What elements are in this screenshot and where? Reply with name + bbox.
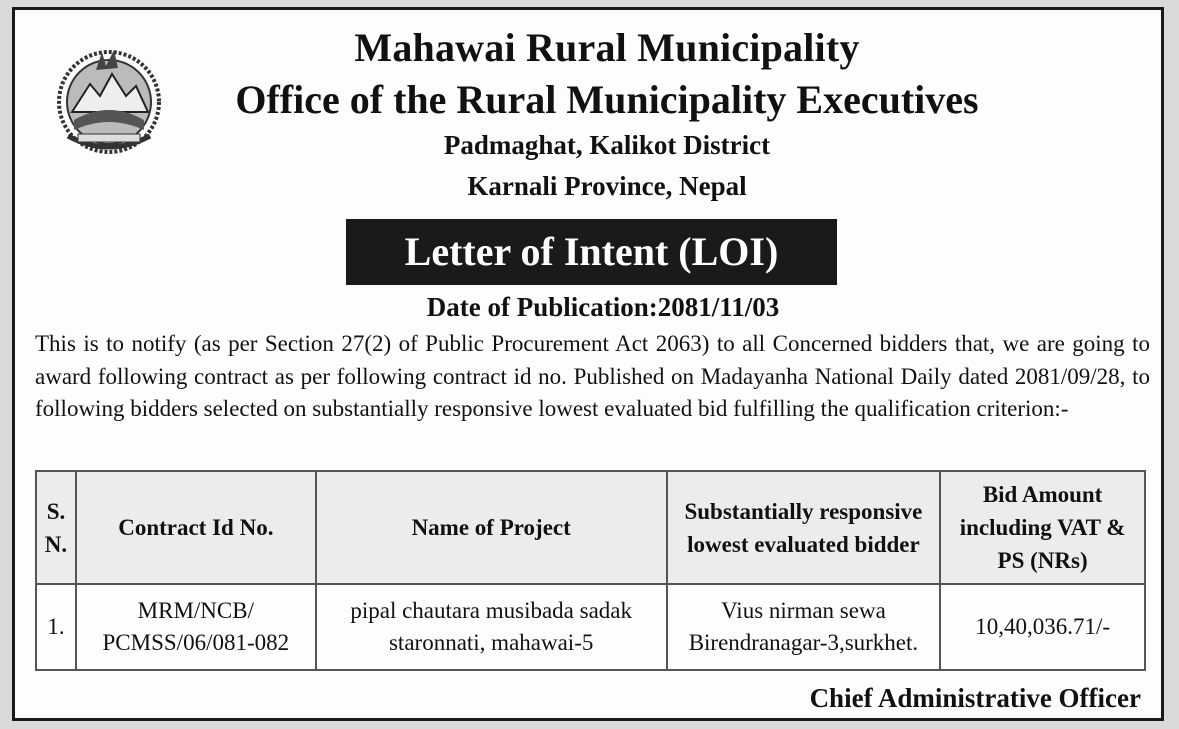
notice-paragraph: This is to notify (as per Section 27(2) of Public Procurement Act 2063) to all Concerned bidders that, we are going to award following contract as per following contract id no. Published on Madayanha National Daily dated 2081/09/28, to following bidders selected on substantially responsive lowest evaluated bid fulfilling the qualification criterion:-: [35, 331, 1150, 421]
header-bidder: Substantially responsive lowest evaluated bidder: [667, 471, 941, 584]
header-amount: Bid Amount including VAT & PS (NRs): [940, 471, 1145, 584]
address-line-2: Karnali Province, Nepal: [467, 171, 747, 201]
header-sn: S. N.: [36, 471, 76, 584]
cell-project: pipal chautara musibada sadak staronnati, mahawai-5: [316, 584, 667, 670]
publication-date-label: Date of Publication:: [426, 292, 658, 322]
address-line-1: Padmaghat, Kalikot District: [443, 130, 771, 160]
cell-bidder: Vius nirman sewa Birendranagar-3,surkhet.: [667, 584, 941, 670]
cell-sn: 1.: [36, 584, 76, 670]
publication-date-value: 2081/11/03: [657, 292, 780, 322]
document-title-banner: Letter of Intent (LOI): [346, 219, 837, 285]
cell-amount: 10,40,036.71/-: [940, 584, 1145, 670]
table-header-row: [36, 471, 1145, 584]
award-table: [35, 470, 1146, 671]
header-project: Name of Project: [316, 471, 667, 584]
signature-title: Chief Administrative Officer: [809, 683, 1141, 713]
notice-sheet: [12, 7, 1164, 721]
table-row: [36, 584, 1145, 670]
publication-date-line: [15, 292, 1161, 323]
office-name: Office of the Rural Municipality Executives: [235, 77, 979, 122]
header-contract-id: Contract Id No.: [76, 471, 316, 584]
municipality-name: Mahawai Rural Municipality: [354, 25, 860, 70]
cell-contract-id: MRM/NCB/ PCMSS/06/081-082: [76, 584, 316, 670]
